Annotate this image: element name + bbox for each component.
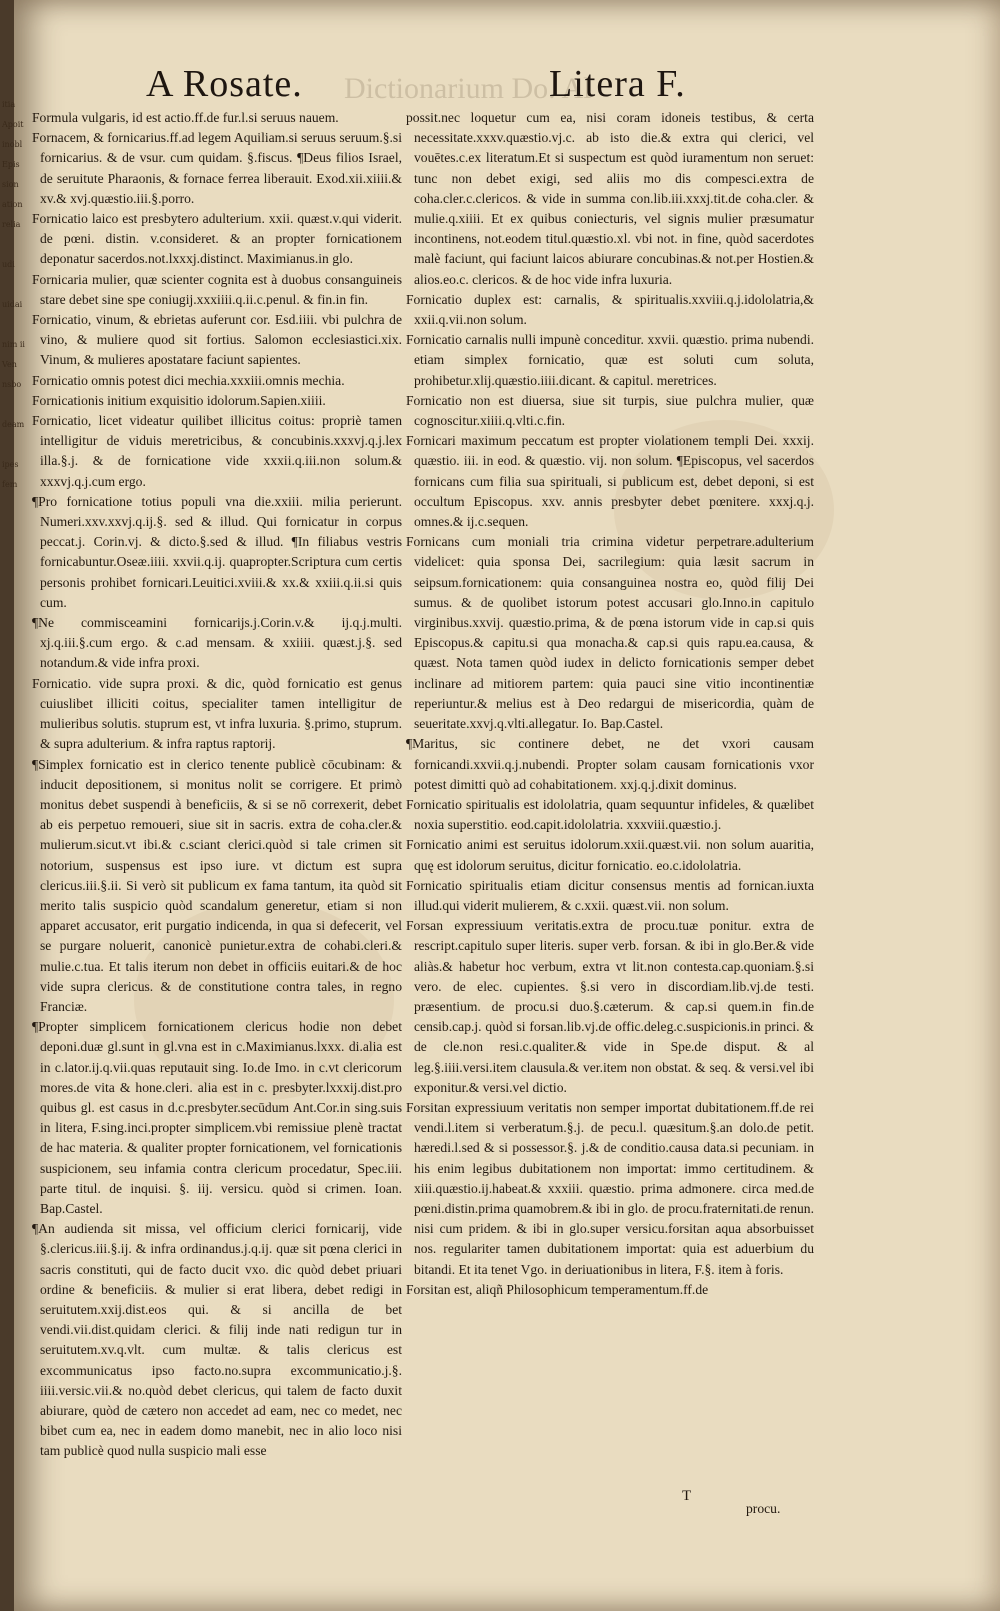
edge-fragment: sion (2, 180, 19, 189)
entry-paragraph: Fornicaria mulier, quæ scienter cognita est à duobus consanguineis stare debet sine spe coniugij.xxxiiii.q.ii.c.penul. & fin.in fin. (32, 271, 402, 307)
entry-paragraph: Fornicari maximum peccatum est propter violationem templi Dei. xxxij. quæstio. iii. in eod. & quæstio. vij. non solum. ¶Episcopus, vel sacerdos fornicans cum filia sua spirituali, si publicum est, debet deponi, si est occultum Episcopus. xxv. annis presbyter debet pœnitere. xxxj.q.j. omnes.& ij.c.sequen. (406, 433, 814, 530)
edge-fragment: ation (2, 200, 23, 209)
entry-paragraph: ¶Ne commisceamini fornicarijs.j.Corin.v.& ij.q.j.multi. xj.q.iii.§.cum ergo. & c.ad mensam. & xxiiii. quæst.j.§. sed notandum.& vide infra proxi. (32, 615, 402, 671)
edge-fragment (2, 440, 16, 460)
edge-fragment: Apoit (2, 120, 24, 129)
entry-paragraph: Fornicationis initium exquisitio idolorum.Sapien.xiiii. (32, 392, 326, 408)
right-column (406, 108, 814, 1300)
edge-fragment: relia (2, 220, 21, 229)
catchword: procu. (746, 1501, 781, 1516)
edge-fragment: inobl (2, 140, 23, 149)
edge-fragment: nsbo (2, 380, 22, 389)
entry-paragraph: ¶An audienda sit missa, vel officium clerici fornicarij, vide §.clericus.iii.§.ij. & infra ordinandus.j.q.ij. quæ sit pœna clerici in sacris constituti, qui de facto ducit vxo. dic quòd debet priuari ordine & beneficiis. & mulier si erat libera, debet redigi in seruitutem.xxij.dist.eos qui. & si ancilla de bet vendi.vii.dist.quidam clerici. & filij inde nati redigun tur in seruitutem.xv.q.vlt. cum multæ. & talis clericus est excommunicatus ipso facto.no.supra excommunicatio.j.§. iiii.versic.vii.& no.quòd debet clericus, qui talem de facto duxit abiurare, quòd de cætero non accedet ad eam, nec co medet, nec bibet cum ea, nec in eadem domo manebit, nec in alio loco nisi tam publicè quod nulla suspicio mali esse (32, 1221, 402, 1459)
entry-paragraph: Forsitan est, aliqñ Philosophicum temperamentum.ff.de (406, 1281, 709, 1297)
entry-paragraph: Fornicatio spiritualis est idololatria, quam sequuntur infideles, & quælibet noxia superstitio. eod.capit.idololatria. xxxviii.quæstio.j. (406, 796, 814, 833)
edge-fragment (2, 240, 16, 260)
entry-paragraph: Fornicatio duplex est: carnalis, & spiritualis.xxviii.q.j.idololatria,& xxii.q.vii.non solum. (406, 291, 814, 328)
entry-paragraph: Fornicans cum moniali tria crimina videtur perpetrare.adulterium videlicet: quia sponsa Dei, sacrilegium: quia læsit sacrum in seipsum.fornicationem: quia consanguinea nostra eo, quòd filij Dei sumus. & de quolibet istorum potest accusari glo.Inno.in capitulo virginibus.xxvij. quæstio.prima, & de pœna istorum vide in cap.si quis Episcopus.& capitu.si qua monacha.& cap.si quis rapu.ea.causa, & quæst. Nota tamen quòd iudex in delicto fornicationis semper debet inclinare ad mitiorem partem: quia pauci sine vitio incontinentiæ reperiuntur.& melius est à Deo redargui de misericordia, quàm de seueritate.xxvj.q.vlti.allegatur. Io. Bap.Castel. (406, 534, 814, 732)
entry-paragraph: Fornicatio omnis potest dici mechia.xxxiii.omnis mechia. (32, 372, 345, 388)
edge-fragment: itia (2, 100, 16, 109)
edge-fragment: udi (2, 260, 15, 269)
entry-paragraph: Fornicatio spiritualis etiam dicitur consensus mentis ad fornican.iuxta illud.qui viderit mulierem, & c.xxii. quæst.vii. non solum. (406, 877, 814, 913)
header-author: A Rosate. (146, 63, 303, 105)
entry-paragraph: Fornicatio, licet videatur quilibet illicitus coitus: propriè tamen intelligitur de viduis meretricibus, & concubinis.xxxvj.q.j.lex illa.§.j. & de fornicatione vide xxxii.q.iii.non solum.& xxxvj.q.j.cum ergo. (32, 413, 402, 489)
entry-paragraph: Fornicatio, vinum, & ebrietas auferunt cor. Esd.iiii. vbi pulchra de vino, & muliere quod sit fortius. Salomon ecclesiastici.xix. Vinum, & mulieres apostatare faciunt sapientes. (32, 312, 402, 368)
entry-paragraph: ¶Maritus, sic continere debet, ne det vxori causam fornicandi.xxvii.q.j.nubendi. Propter solam causam fornicationis vxor potest dimitti quò ad cohabitationem. xxj.q.j.dixit dominus. (406, 736, 814, 792)
entry-paragraph: possit.nec loquetur cum ea, nisi coram idoneis testibus, & certa necessitate.xxxv.quæstio.vj.c. ab isto die.& extra qui clerici, vel vouētes.c.ex literatum.Et si suspectum est quòd iuramentum non seruet: tunc non debet exigi, sed aliis mo dis compesci.extra de coha.cler.c.clericos. & vide in summa con.lib.iii.xxxj.tit.de coha.cler. & mulie.q.xiiii. Et ex quibus coniecturis, vel signis mulier præsumatur incontinens, not.eodem titul.quæstio.xl. vbi not. in fine, quòd sacerdotes malè faciunt, qui faciunt laicos abiurare concubinas.& not.per Hostien.& alios.eo.c. clericos. & de hoc vide infra luxuria. (406, 110, 814, 287)
entry-paragraph: Forsan expressiuum veritatis.extra de procu.tuæ ponitur. extra de rescript.capitulo super literis. super verb. forsan. & ibi in glo.Ber.& vide aliàs.& habetur hoc verbum, extra vt lit.non contesta.cap.quoniam.§.si vero. de elec. cupientes. §.si vero in discordiam.lib.vj.de testi. præsentium. de procu.si duo.§.cæterum. & cap.si quem.in fin.de censib.cap.j. quòd si forsan.lib.vj.de offic.deleg.c.suspicionis.in princi. & de cle.non resi.c.qualiter.& vide in Spe.de disput. & al leg.§.iiii.versi.item clausula.& ver.item non obstat. & seq. & versi.vel ibi exponitur.& versi.vel dictio. (406, 918, 814, 1095)
entry-paragraph: Formula vulgaris, id est actio.ff.de fur.l.si seruus nauem. (32, 110, 339, 125)
edge-fragment: uidai (2, 300, 23, 309)
entry-paragraph: Fornicatio non est diuersa, siue sit turpis, siue pulchra mulier, quæ cognoscitur.xiiii.q.vlti.c.fin. (406, 392, 814, 429)
entry-paragraph: ¶Propter simplicem fornicationem clericus hodie non debet deponi.duæ gl.sunt in gl.vna est in c.Maximianus.lxxx. di.alia est in c.lator.ij.q.vii.quas reputauit sing. Io.de Imo. in c.vt clericorum mores.de vita & hone.cleri. alia est in c. presbyter.lxxxij.dist.pro quibus gl. est casus in d.c.presbyter.secūdum Ant.Cor.in sing.suis in litera, F.sing.inci.propter simplicem.vbi remissiue plenè tractat de hac materia. & qualiter propter fornicationem, vel fornicationis suspicionem, seu infamia contra clericum procedatur, Spec.iii. parte titul. de inquisi. §. iij. versicu. quòd si crimen. Ioan. Bap.Castel. (32, 1019, 402, 1216)
entry-paragraph: ¶Pro fornicatione totius populi vna die.xxiii. milia perierunt. Numeri.xxv.xxvj.q.ij.§. sed & illud. Qui fornicatur in corpus peccat.j. Corin.vj. & dicto.§.sed & illud. ¶In filiabus vestris fornicabuntur.Oseæ.iiii. xxvii.q.ij. quapropter.Scriptura cum certis personis prohibet fornicari.Leuitici.xviii.& xx.& xxiii.q.ii.si quis cum. (32, 493, 402, 610)
entry-paragraph: Fornicatio animi est seruitus idolorum.xxii.quæst.vii. non solum auaritia, quę est idolorum seruitus, dicitur fornicatio. eo.c.idololatria. (406, 837, 814, 873)
show-through-text: Dictionarium Do. Al (344, 72, 592, 105)
book-page (2, 0, 1000, 1611)
edge-fragment (2, 400, 16, 420)
edge-fragment: Ven (2, 360, 17, 369)
facing-page-edge (2, 100, 25, 500)
running-header (14, 62, 1000, 112)
entry-paragraph: Fornicatio. vide supra proxi. & dic, quòd fornicatio est genus cuiuslibet illiciti coitus, specialiter tamen intelligitur de mulieribus solutis. stuprum est, vt infra luxuria. §.primo, stuprum. & supra adulterium. & infra raptus raptorij. (32, 675, 402, 752)
edge-fragment: deam (2, 420, 25, 429)
entry-paragraph: Fornicatio carnalis nulli impunè conceditur. xxvii. quæstio. prima nubendi. etiam simplex fornicatio, quæ est soluti cum soluta, prohibetur.xlij.quæstio.iiii.dicant. & capitul. meretrices. (406, 332, 814, 388)
edge-fragment: ipes (2, 460, 19, 469)
signature-mark: T (682, 1488, 692, 1504)
edge-fragment: nim ii (2, 340, 25, 349)
edge-fragment (2, 280, 16, 300)
left-column (32, 108, 402, 1462)
edge-fragment (2, 320, 16, 340)
edge-fragment: Epis (2, 160, 20, 169)
entry-paragraph: Fornicatio laico est presbytero adulterium. xxii. quæst.v.qui viderit. de pœni. distin. v.consideret. & an propter fornicationem deponatur sacerdos.not.lxxxj.distinct. Maximianus.in glo. (32, 211, 402, 267)
edge-fragment: fem (2, 480, 18, 489)
entry-paragraph: Fornacem, & fornicarius.ff.ad legem Aquiliam.si seruus seruum.§.si fornicarius. & de vsur. cum quidam. §.fiscus. ¶Deus filios Israel, de seruitute Pharaonis, & fornace ferrea liberauit. Exod.xii.xiiii.& xv.& xvj.quæstio.iii.§.porro. (32, 130, 402, 206)
header-letter: Litera F. (549, 63, 686, 105)
entry-paragraph: Forsitan expressiuum veritatis non semper importat dubitationem.ff.de rei vendi.l.item si verberatum.§.j. de pecu.l. quæsitum.§.an dolo.de petit. hæredi.l.sed & si possessor.§. j.& de conditio.causa data.si pecuniam. in his enim legibus dubitationem non importat: immo certitudinem. & xiii.quæstio.ij.habeat.& xxxiii. quæstio. prima admonere. circa med.de pœni.distin.prima quamobrem.& ibi in glo. de procu.fraternitati.de renun. nisi cum pridem. & ibi in glo.super versicu.forsitan aqua absorbuisset nos. regulariter tamen dubitationem importat: quia est aduerbium du bitandi. Et ita tenet Vgo. in deriuationibus in litera, F.§. item à foris. (406, 1099, 814, 1277)
entry-paragraph: ¶Simplex fornicatio est in clerico tenente publicè cōcubinam: & inducit depositionem, si monitus nolit se corrigere. Et primò monitus debet suspendi à beneficiis, & si se nō correxerit, debet ab eis perpetuo remoueri, siue sit in sacris. extra de coha.cler.& mulierum.sicut.vt ibi.& c.sciant clerici.quòd si tale crimen sit notorium, suspensus est ipso iure. vt dictum est supra clericus.iii.§.ii. Si verò sit publicum ex fama tantum, ita quòd sit merito talis suspicio quòd scandalum generetur, etiam si non apparet accusator, erit purgatio indicenda, in qua si defecerit, vel se purgare noluerit, canonicè punietur.extra de cohabi.cleri.& mulie.c.tua. Et talis iterum non debet in officiis euitari.& de hoc vide supra clericus. & de constitutione contra tales, in regno Franciæ. (32, 756, 402, 1014)
